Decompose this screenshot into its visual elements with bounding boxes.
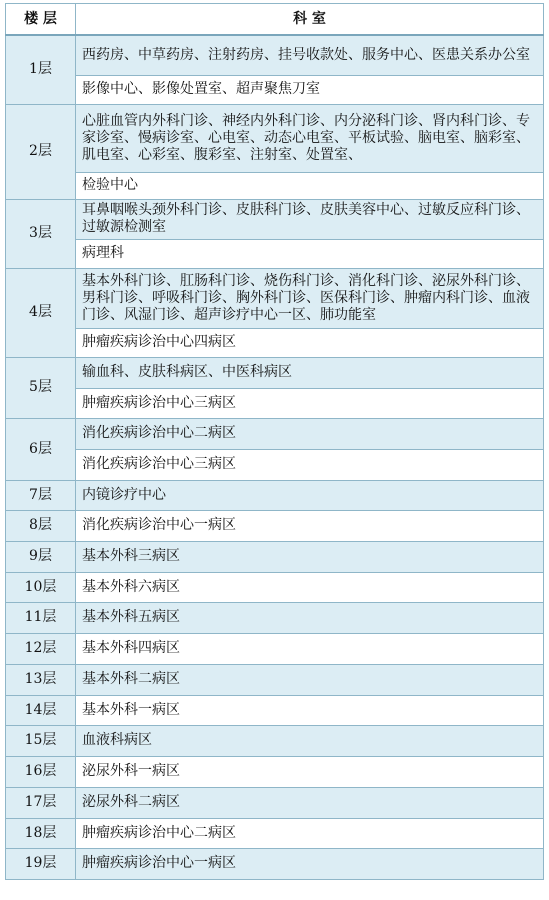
department-cell: 泌尿外科二病区 xyxy=(76,787,544,818)
department-cell: 西药房、中草药房、注射药房、挂号收款处、服务中心、医患关系办公室 xyxy=(76,35,544,75)
department-cell: 耳鼻咽喉头颈外科门诊、皮肤科门诊、皮肤美容中心、过敏反应科门诊、过敏源检测室 xyxy=(76,199,544,239)
floor-cell: 2层 xyxy=(6,104,76,199)
table-row xyxy=(6,104,544,172)
table-row xyxy=(6,172,544,199)
table-row xyxy=(6,449,544,480)
table-row xyxy=(6,695,544,725)
department-cell: 基本外科一病区 xyxy=(76,695,544,725)
table-row xyxy=(6,268,544,328)
floor-cell: 14层 xyxy=(6,695,76,725)
table-row xyxy=(6,725,544,756)
table-row xyxy=(6,818,544,848)
floor-cell: 16层 xyxy=(6,756,76,787)
floor-cell: 18层 xyxy=(6,818,76,848)
table-row xyxy=(6,848,544,879)
table-row xyxy=(6,541,544,572)
floor-cell: 7层 xyxy=(6,480,76,510)
floor-cell: 12层 xyxy=(6,633,76,664)
floor-cell: 5层 xyxy=(6,357,76,418)
department-cell: 基本外科二病区 xyxy=(76,664,544,695)
table-row xyxy=(6,756,544,787)
floor-cell: 10层 xyxy=(6,572,76,602)
table-row xyxy=(6,418,544,449)
department-cell: 基本外科三病区 xyxy=(76,541,544,572)
department-cell: 肿瘤疾病诊治中心一病区 xyxy=(76,848,544,879)
table-row xyxy=(6,510,544,541)
department-cell: 消化疾病诊治中心三病区 xyxy=(76,449,544,480)
table-row xyxy=(6,357,544,388)
department-cell: 消化疾病诊治中心一病区 xyxy=(76,510,544,541)
table-row xyxy=(6,388,544,418)
table-row xyxy=(6,480,544,510)
department-column-header: 科 室 xyxy=(76,4,544,36)
table-row xyxy=(6,199,544,239)
department-cell: 肿瘤疾病诊治中心三病区 xyxy=(76,388,544,418)
table-row xyxy=(6,75,544,104)
floor-cell: 6层 xyxy=(6,418,76,480)
department-cell: 病理科 xyxy=(76,239,544,268)
floor-cell: 4层 xyxy=(6,268,76,357)
department-cell: 内镜诊疗中心 xyxy=(76,480,544,510)
table-row xyxy=(6,633,544,664)
table-row xyxy=(6,35,544,75)
department-cell: 血液科病区 xyxy=(76,725,544,756)
floor-cell: 11层 xyxy=(6,602,76,633)
department-cell: 输血科、皮肤科病区、中医科病区 xyxy=(76,357,544,388)
floor-cell: 3层 xyxy=(6,199,76,268)
department-cell: 泌尿外科一病区 xyxy=(76,756,544,787)
table-row xyxy=(6,239,544,268)
department-cell: 心脏血管内外科门诊、神经内外科门诊、内分泌科门诊、肾内科门诊、专家诊室、慢病诊室、心电室、动态心电室、平板试验、脑电室、脑彩室、肌电室、心彩室、腹彩室、注射室、处置室、 xyxy=(76,104,544,172)
department-cell: 检验中心 xyxy=(76,172,544,199)
department-cell: 基本外科五病区 xyxy=(76,602,544,633)
table-body xyxy=(6,35,544,879)
floor-cell: 15层 xyxy=(6,725,76,756)
department-cell: 肿瘤疾病诊治中心四病区 xyxy=(76,328,544,357)
table-header-row xyxy=(6,4,544,36)
department-cell: 肿瘤疾病诊治中心二病区 xyxy=(76,818,544,848)
department-cell: 基本外科四病区 xyxy=(76,633,544,664)
floor-cell: 1层 xyxy=(6,35,76,104)
floor-directory-table xyxy=(5,3,544,880)
floor-cell: 8层 xyxy=(6,510,76,541)
department-cell: 影像中心、影像处置室、超声聚焦刀室 xyxy=(76,75,544,104)
table-row xyxy=(6,602,544,633)
table-row xyxy=(6,328,544,357)
floor-cell: 17层 xyxy=(6,787,76,818)
department-cell: 消化疾病诊治中心二病区 xyxy=(76,418,544,449)
floor-cell: 13层 xyxy=(6,664,76,695)
floor-cell: 19层 xyxy=(6,848,76,879)
table-row xyxy=(6,572,544,602)
floor-cell: 9层 xyxy=(6,541,76,572)
department-cell: 基本外科门诊、肛肠科门诊、烧伤科门诊、消化科门诊、泌尿外科门诊、男科门诊、呼吸科门诊、胸外科门诊、医保科门诊、肿瘤内科门诊、血液门诊、风湿门诊、超声诊疗中心一区、肺功能室 xyxy=(76,268,544,328)
table-row xyxy=(6,787,544,818)
table-row xyxy=(6,664,544,695)
floor-column-header: 楼 层 xyxy=(6,4,76,36)
department-cell: 基本外科六病区 xyxy=(76,572,544,602)
